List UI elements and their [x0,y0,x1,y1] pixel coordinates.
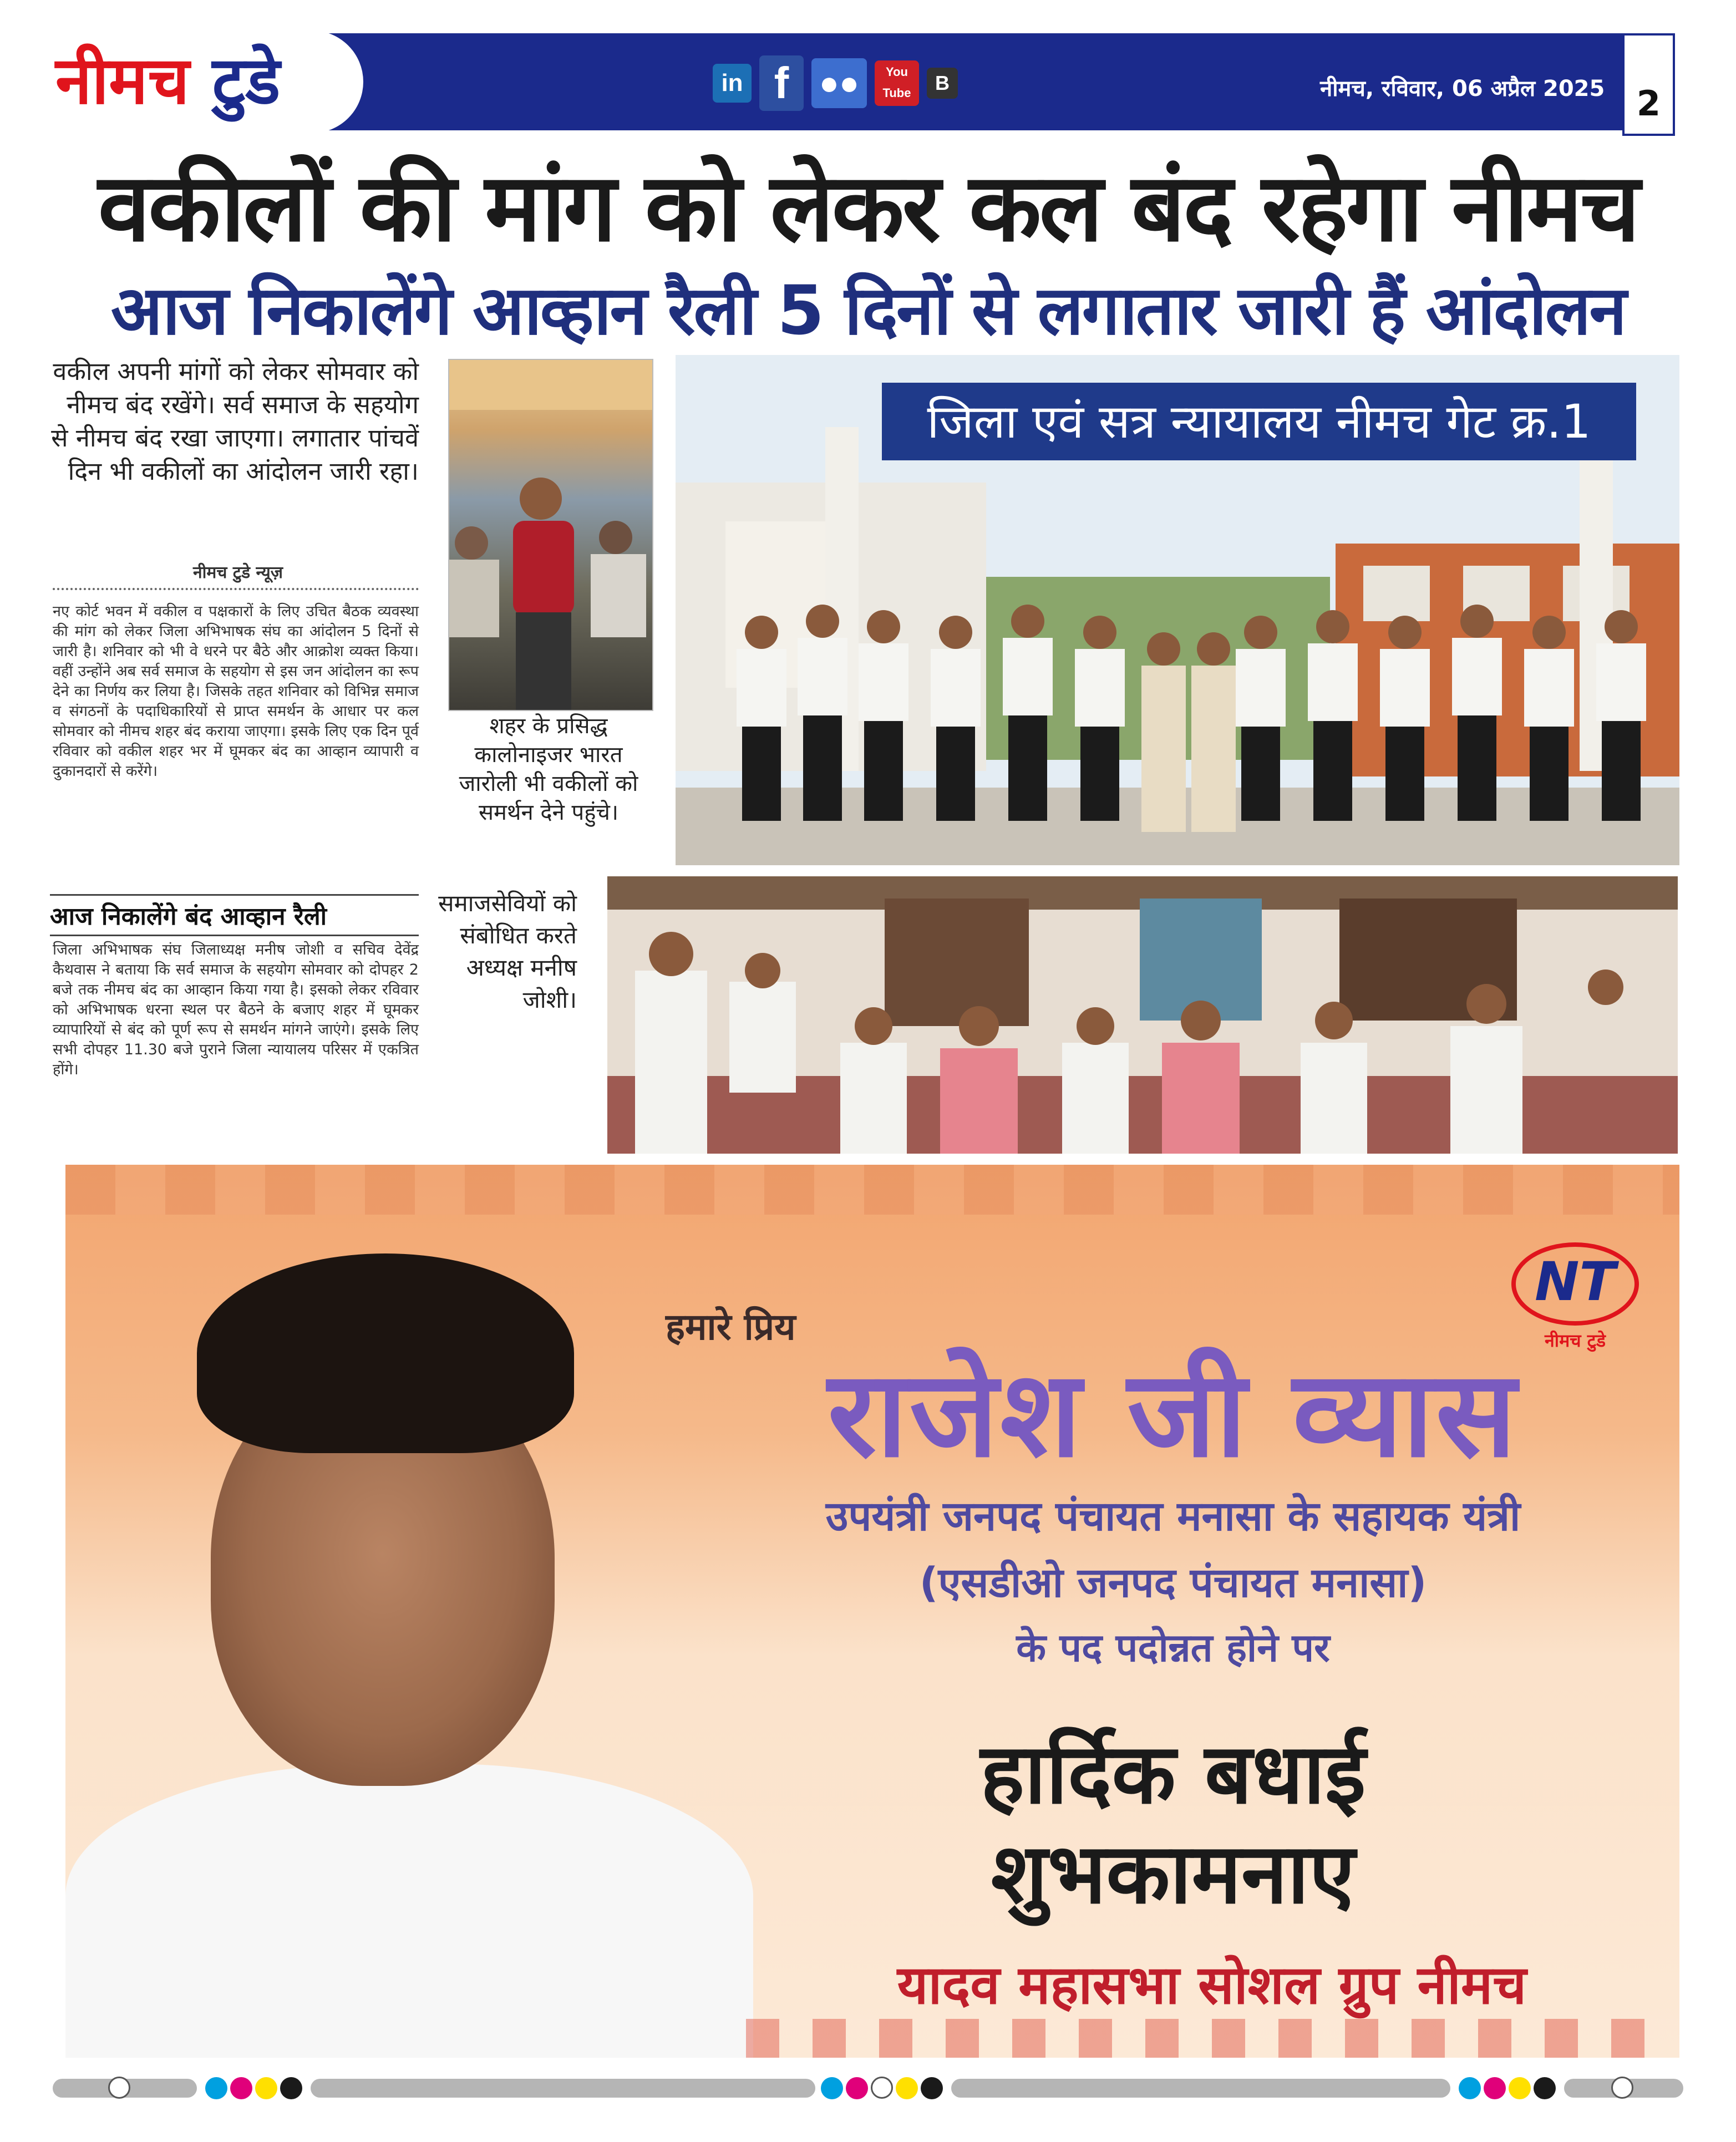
speaker-illustration [449,360,653,711]
registration-bar [951,2079,1450,2098]
ad-prefix: हमारे प्रिय [666,1306,796,1348]
masthead-title-part2: टुडे [212,42,281,119]
magenta-swatch [1484,2077,1506,2099]
ad-greeting-1: हार्दिक बधाई [980,1726,1366,1823]
registration-crosshair-icon [871,2077,893,2099]
nt-logo-text: नीमच टुडे [1545,1330,1606,1351]
issue-date: नीमच, रविवार, 06 अप्रैल 2025 [1320,76,1605,101]
ad-greeting-2: शुभकामनाए [991,1826,1356,1922]
divider [50,935,419,936]
portrait-shirt [65,1764,753,2058]
ad-sponsor: यादव महासभा सोशल ग्रुप नीमच [897,1954,1527,2016]
article-body-2: जिला अभिभाषक संघ जिलाध्यक्ष मनीष जोशी व सचिव देवेंद्र कैथवास ने बताया कि सर्व समाज के सहयोग सोमवार को दोपहर 2 बजे तक नीमच बंद का आव्हान किया गया है। इसको लेकर रविवार को अभिभाषक धरना स्थल पर बैठने के बजाए शहर में घूमकर व्यापारियों से बंद को पूर्ण रूप से समर्थन मांगने जाएंगे। इसके लिए सभी दोपहर 11.30 बजे पुराने जिला न्यायालय परिसर में एकत्रित होंगे। [53,941,419,1078]
ad-line-3: के पद पदोन्नत होने पर [1016,1625,1330,1671]
divider [50,894,419,896]
masthead-title-part1: नीमच [55,42,190,119]
ad-bottom-pattern [746,2019,1678,2058]
registration-crosshair-icon [1611,2077,1633,2099]
headline: वकीलों की मांग को लेकर कल बंद रहेगा नीमच [98,153,1638,263]
cyan-swatch [821,2077,843,2099]
yellow-swatch [896,2077,918,2099]
court-gate-sign: जिला एवं सत्र न्यायालय नीमच गेट क्र.1 [882,383,1636,460]
group-icon[interactable]: ●● [811,58,867,108]
social-icons [713,53,958,114]
ad-line-1: उपयंत्री जनपद पंचायत मनासा के सहायक यंत्री [825,1493,1521,1540]
registration-crosshair-icon [108,2077,130,2099]
blogger-icon[interactable]: B [927,68,958,99]
meeting-photo [607,876,1678,1154]
yellow-swatch [255,2077,277,2099]
meeting-caption: समाजसेवियों को संबोधित करते अध्यक्ष मनीष जोशी। [438,890,577,1013]
registration-strip [53,2074,1683,2102]
article-lead: वकील अपनी मांगों को लेकर सोमवार को नीमच बंद रखेंगे। सर्व समाज के सहयोग से नीमच बंद रखा जाएगा। लगातार पांचवें दिन भी वकीलों का आंदोलन जारी रहा। [51,357,419,486]
registration-bar [311,2079,815,2098]
black-swatch [280,2077,302,2099]
speaker-photo [448,359,653,711]
ad-top-pattern [65,1165,1679,1215]
linkedin-icon[interactable]: in [713,64,752,103]
meeting-illustration [607,876,1678,1154]
youtube-icon[interactable]: You Tube [875,60,919,106]
article-body: नए कोर्ट भवन में वकील व पक्षकारों के लिए उचित बैठक व्यवस्था की मांग को लेकर जिला अभिभाषक संघ का आंदोलन 5 दिनों से जारी है। शनिवार को भी वे धरने पर बैठे और आक्रोश व्यक्त किया। वहीं उन्होंने अब सर्व समाज के सहयोग से इस जन आंदोलन का रूप देने का निर्णय कर लिया है। जिसके तहत शनिवार को विभिन्न समाज व संगठनों के पदाधिकारियों से प्राप्त समर्थन के आधार पर कल सोमवार को नीमच शहर बंद कराया जाएगा। इसके लिए एक दिन पूर्व रविवार को वकील शहर भर में घूमकर बंद का आव्हान व्यापारी व दुकानदारों से करेंगे। [53,603,419,780]
article-subhead: आज निकालेंगे बंद आव्हान रैली [50,902,327,931]
black-swatch [1534,2077,1556,2099]
page-number: 2 [1636,83,1661,124]
yellow-swatch [1509,2077,1531,2099]
divider [53,588,419,590]
facebook-icon[interactable]: f [759,55,804,111]
cyan-swatch [205,2077,227,2099]
magenta-swatch [846,2077,868,2099]
subheadline: आज निकालेंगे आव्हान रैली 5 दिनों से लगातार जारी हैं आंदोलन [110,271,1626,350]
article-byline: नीमच टुडे न्यूज़ [193,563,283,582]
nt-logo-letters: NT [1535,1251,1616,1313]
speaker-caption: शहर के प्रसिद्ध कालोनाइजर भारत जारोली भी वकीलों को समर्थन देने पहुंचे। [459,713,638,825]
black-swatch [921,2077,943,2099]
ad-line-2: (एसडीओ जनपद पंचायत मनासा) [919,1559,1427,1607]
masthead-title[interactable] [55,42,281,119]
magenta-swatch [230,2077,252,2099]
portrait-hair [197,1253,574,1453]
cyan-swatch [1459,2077,1481,2099]
ad-honoree-name: राजेश जी व्यास [828,1344,1519,1484]
